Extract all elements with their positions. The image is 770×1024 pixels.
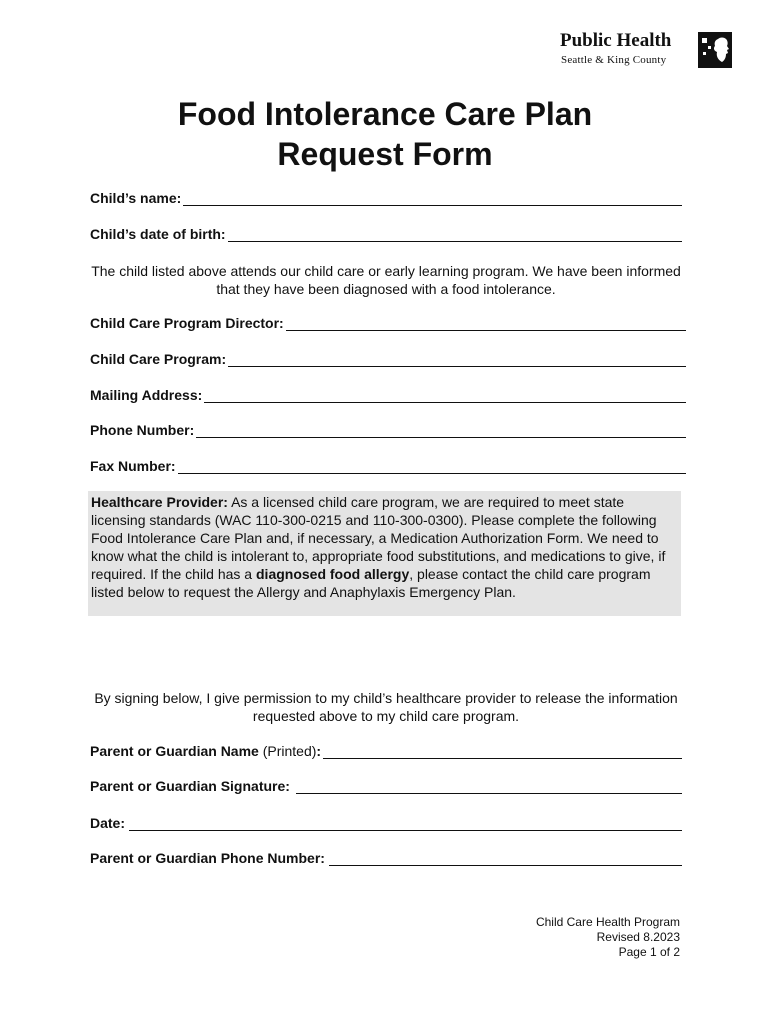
guardian-signature-input-line[interactable]: [296, 779, 682, 794]
title-line-1: Food Intolerance Care Plan: [177, 96, 593, 132]
phone-number-field[interactable]: [90, 422, 686, 438]
page-footer: [536, 915, 680, 960]
provider-heading: Healthcare Provider:: [91, 494, 228, 510]
child-name-input-line[interactable]: [183, 191, 682, 206]
child-dob-input-line[interactable]: [228, 227, 682, 242]
guardian-name-input-line[interactable]: [323, 744, 682, 759]
program-input-line[interactable]: [228, 352, 686, 367]
footer-page-number: Page 1 of 2: [618, 945, 680, 959]
director-input-line[interactable]: [286, 316, 686, 331]
provider-bold-phrase: diagnosed food allergy: [256, 566, 410, 582]
guardian-name-label-main: Parent or Guardian Name: [90, 743, 259, 759]
date-input-line[interactable]: [129, 816, 682, 831]
mailing-address-label: Mailing Address:: [90, 387, 203, 403]
date-label: Date:: [90, 815, 126, 831]
director-field[interactable]: [90, 315, 686, 331]
mailing-address-input-line[interactable]: [204, 388, 686, 403]
guardian-phone-input-line[interactable]: [329, 851, 682, 866]
logo-subtitle: Seattle & King County: [561, 54, 667, 66]
fax-number-input-line[interactable]: [178, 459, 686, 474]
guardian-phone-field[interactable]: [90, 850, 682, 866]
child-name-field[interactable]: [90, 190, 682, 206]
phone-number-input-line[interactable]: [196, 423, 686, 438]
child-name-label: Child’s name:: [90, 190, 182, 206]
guardian-phone-label: Parent or Guardian Phone Number:: [90, 850, 325, 866]
date-field[interactable]: [90, 815, 682, 831]
king-county-silhouette-icon: [698, 32, 732, 68]
page-title: [0, 94, 770, 174]
guardian-name-label-colon: :: [316, 743, 322, 759]
guardian-name-label: [90, 743, 321, 759]
director-label: Child Care Program Director:: [90, 315, 284, 331]
public-health-logo: [560, 30, 735, 70]
guardian-signature-label: Parent or Guardian Signature:: [90, 778, 290, 794]
provider-text-before: As a licensed child care program, we are required to meet state licensing standards (WAC 110-300-0215 and 110-300-0300). Please complete the following Food Intolerance Care Plan and, if necessary, a Medication Authorization Form. We need to know what the child is intolerant to, appropriate food substitutions, and medications to give, if required. If the child has a: [91, 494, 666, 582]
child-dob-label: Child’s date of birth:: [90, 226, 226, 242]
child-dob-field[interactable]: [90, 226, 682, 242]
phone-number-label: Phone Number:: [90, 422, 195, 438]
mailing-address-field[interactable]: [90, 387, 686, 403]
program-label: Child Care Program:: [90, 351, 227, 367]
guardian-signature-field[interactable]: [90, 778, 682, 794]
provider-paragraph: [91, 493, 679, 601]
logo-title: Public Health: [560, 30, 672, 51]
program-field[interactable]: [90, 351, 686, 367]
fax-number-label: Fax Number:: [90, 458, 176, 474]
footer-program: Child Care Health Program: [535, 915, 680, 929]
title-line-2: Request Form: [277, 136, 493, 172]
guardian-name-label-suffix: (Printed): [258, 743, 317, 759]
footer-revised: Revised 8.2023: [596, 930, 680, 944]
guardian-name-field[interactable]: [90, 743, 682, 759]
consent-paragraph: By signing below, I give permission to my child’s healthcare provider to release the information requested above to my child care program.: [94, 690, 678, 724]
intro-paragraph: The child listed above attends our child care or early learning program. We have been informed that they have been diagnosed with a food intolerance.: [91, 263, 681, 297]
provider-text-after: , please contact the child care program listed below to request the Allergy and Anaphylaxis Emergency Plan.: [91, 566, 651, 600]
fax-number-field[interactable]: [90, 458, 686, 474]
